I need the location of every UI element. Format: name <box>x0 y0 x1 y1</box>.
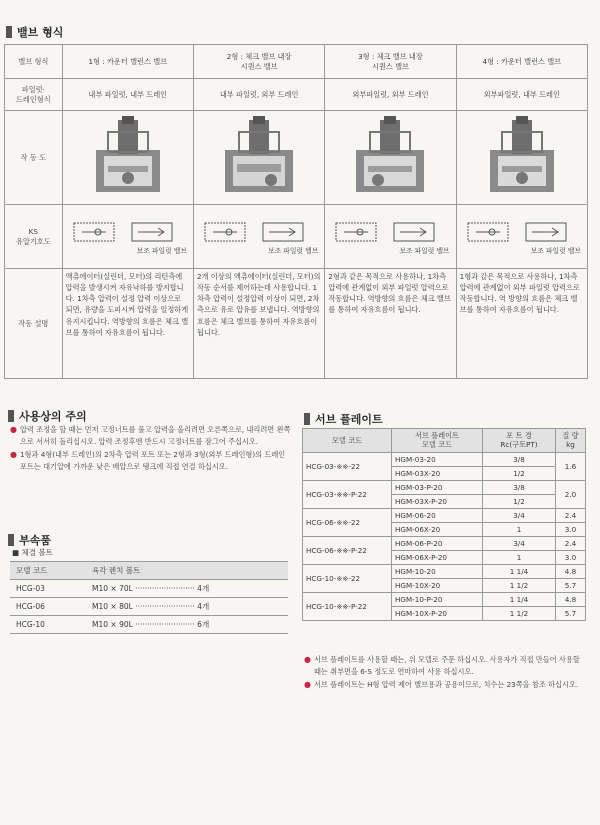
operation-diagram-cell <box>193 111 324 205</box>
symbol-cell <box>62 205 193 269</box>
bolt-header-model: 모델 코드 <box>10 562 86 580</box>
table-row: HGM-03X-20 1/2 <box>303 466 586 480</box>
section-title-valve-types: 밸브 형식 <box>6 24 63 40</box>
subplate-header-model: 모델 코드 <box>303 429 392 453</box>
table-row: HCG-06-※※-P-22 HGM-06-P-20 3/4 2.4 <box>303 536 586 550</box>
row-label-description: 작동 설명 <box>5 269 63 379</box>
table-row: HGM-10X-20 1 1/2 5.7 <box>303 578 586 592</box>
table-row: HGM-06X-20 1 3.0 <box>303 522 586 536</box>
pilot-cell: 내부 파일럿, 내부 드레인 <box>62 79 193 111</box>
subplate-note-item: ● 서브 플레이트를 사용할 때는, 위 모델로 주문 하십시오. 사용자가 직접 만들어 사용할 때는 취부면을 6-S 정도로 연마하여 사용 하십시오. <box>304 655 580 676</box>
bolt-header-bolt: 육각 렌치 볼트 <box>86 562 288 580</box>
valve-cutaway-image <box>209 116 309 200</box>
type-cell: 3형 : 체크 밸브 내장 시퀀스 밸브 <box>325 45 456 79</box>
description-cell: 액츄에이터(실린더, 모터)의 리턴측에 압력을 발생시켜 자유낙하를 방지합니다. 1차측 압력이 설정 압력 이상으로 되면, 유량을 도피시켜 압력을 일정하게 유지시킵니다. 역방향의 흐름은 체크 밸브를 통하여 자유흐름이 됩니다. <box>62 269 193 379</box>
hydraulic-symbol-icon <box>330 217 450 247</box>
section-bullet-icon <box>6 26 12 38</box>
type-cell: 2형 : 체크 밸브 내장 시퀀스 밸브 <box>193 45 324 79</box>
pilot-cell: 외부파일럿, 외부 드레인 <box>325 79 456 111</box>
hydraulic-symbol-icon <box>199 217 319 247</box>
section-title-subplate: 서브 플레이트 <box>304 411 383 427</box>
description-cell: 1형과 같은 목적으로 사용하나, 1차측 압력에 관계없이 외부 파일럿 압력으로 작동합니다. 역 방향의 흐름은 체크 밸브를 통하여 자유흐름이 됩니다. <box>456 269 587 379</box>
type-cell: 1형 : 카운터 밸런스 밸브 <box>62 45 193 79</box>
row-label-pilot: 파일럿· 드레인형식 <box>5 79 63 111</box>
table-row: HCG-06 M10 × 80L ························· 4개 <box>10 598 288 616</box>
valve-cutaway-image <box>472 116 572 200</box>
section-bullet-icon <box>8 410 14 422</box>
section-bullet-icon <box>304 413 310 425</box>
valve-types-table <box>4 44 588 379</box>
section-bullet-icon <box>8 534 14 546</box>
table-row: HCG-03 M10 × 70L ························· 4개 <box>10 580 288 598</box>
description-cell: 2형과 같은 목적으로 사용하나, 1차측 압력에 관계없이 외부 파일럿 압력으로 작동합니다. 역방향의 흐름은 체크 밸브를 통하여 자유흐름이 됩니다. <box>325 269 456 379</box>
pilot-cell: 외부파일럿, 내부 드레인 <box>456 79 587 111</box>
table-row: HCG-10 M10 × 90L ························· 6개 <box>10 616 288 634</box>
row-label-type: 밸브 형식 <box>5 45 63 79</box>
table-row: HCG-10-※※-P-22 HGM-10-P-20 1 1/4 4.8 <box>303 592 586 606</box>
table-row: HCG-06-※※-22 HGM-06-20 3/4 2.4 <box>303 508 586 522</box>
symbol-cell <box>325 205 456 269</box>
operation-diagram-cell <box>62 111 193 205</box>
operation-diagram-cell <box>325 111 456 205</box>
valve-cutaway-image <box>78 116 178 200</box>
section-title-accessories: 부속품 <box>8 532 51 548</box>
subplate-header-port: 포 트 경 Rc(구토PT) <box>483 429 556 453</box>
caution-item: ● 압력 조정을 할 때는 먼저 고정너트를 풀고 압력을 올리려면 오른쪽으로, 내리려면 왼쪽으로 서서히 돌리십시오. 압력 조정후엔 반드시 고정너트를 잠그어 주십시오. <box>10 425 291 446</box>
operation-diagram-cell <box>456 111 587 205</box>
caution-item: ● 1형과 4형(내부 드레인)의 2차측 압력 포트 또는 2형과 3형(외부 드레인형)의 드레인 포트는 대기압에 가까운 낮은 배압으로 탱크에 직접 연결 하십시오. <box>10 450 286 471</box>
symbol-cell <box>456 205 587 269</box>
hydraulic-symbol-icon <box>68 217 188 247</box>
row-label-symbol: KS 유압기호도 <box>5 205 63 269</box>
table-row: HGM-03X-P-20 1/2 <box>303 494 586 508</box>
subplate-notes <box>304 654 588 694</box>
description-cell: 2개 이상의 액츄에이터(실린더, 모터)의 작동 순서를 제어하는데 사용합니다. 1차측 압력이 설정압력 이상이 되면, 2차측으로 유로 압유를 보냅니다. 역방향의 흐름은 체크 밸브를 통하여 자유흐름이 됩니다. <box>193 269 324 379</box>
valve-cutaway-image <box>340 116 440 200</box>
section-title-cautions: 사용상의 주의 <box>8 408 87 424</box>
square-bullet-icon: ■ <box>12 548 22 557</box>
table-row: HGM-10X-P-20 1 1/2 5.7 <box>303 606 586 620</box>
subplate-table <box>302 428 586 621</box>
subplate-header-plate: 서브 플레이트 모델 코드 <box>392 429 483 453</box>
symbol-label: 보조 파일럿 밸브 <box>136 246 187 255</box>
hydraulic-symbol-icon <box>462 217 582 247</box>
table-row: HCG-03-※※-22 HGM-03-20 3/8 1.6 <box>303 452 586 466</box>
table-row: HCG-10-※※-22 HGM-10-20 1 1/4 4.8 <box>303 564 586 578</box>
symbol-label: 보조 파일럿 밸브 <box>399 246 450 255</box>
bolt-table <box>10 561 288 634</box>
type-cell: 4형 : 카운터 밸런스 밸브 <box>456 45 587 79</box>
accessories-subtitle: ■ 체결 볼트 <box>12 548 53 557</box>
subplate-header-weight: 질 량 kg <box>556 429 586 453</box>
symbol-label: 보조 파일럿 밸브 <box>268 246 319 255</box>
table-row: HGM-06X-P-20 1 3.0 <box>303 550 586 564</box>
symbol-label: 보조 파일럿 밸브 <box>530 246 581 255</box>
row-label-operation: 작 동 도 <box>5 111 63 205</box>
cautions-list <box>10 424 292 474</box>
subplate-note-item: ● 서브 플레이트는 H형 압력 제어 밸브용과 공용이므로, 치수는 23쪽을 참조 하십시오. <box>304 680 579 690</box>
symbol-cell <box>193 205 324 269</box>
pilot-cell: 내부 파일럿, 외부 드레인 <box>193 79 324 111</box>
table-row: HCG-03-※※-P-22 HGM-03-P-20 3/8 2.0 <box>303 480 586 494</box>
